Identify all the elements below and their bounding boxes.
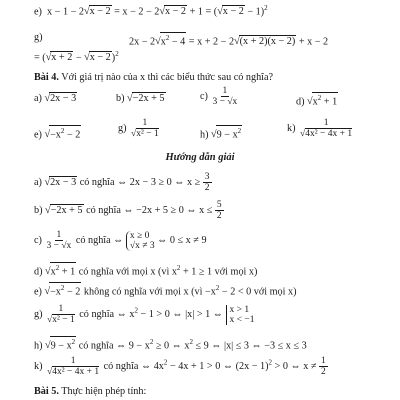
bai5-heading: Bài 5. <box>34 386 59 397</box>
guide-d: d) $√x^2 + 1$ có nghĩa với mọi x (vì $x^2 + 1 \ge 1$ với mọi x) <box>34 264 258 278</box>
bai4-text: Với giá trị nào của x thì các biểu thức sau có nghĩa? <box>61 72 274 83</box>
item-b-label: b) <box>116 93 125 104</box>
item-e-label: e) <box>34 129 42 141</box>
item-a: a) √2x − 3 <box>34 93 77 104</box>
bai4-heading: Bài 4. <box>34 72 59 83</box>
item-a-label: a) <box>34 93 42 104</box>
item-g: g) $\frac{1}{\text{√x² − 1}}$ <box>118 118 159 139</box>
item-g-label: g) <box>118 122 127 134</box>
guide-k: k) $\frac{1}{\text{√4x² − 4x + 1}}$ có nghĩa ⇔ $4x^2 - 4x + 1 > 0$ ⇔ $(2x - 1)^2 > 0$ ⇔ x ≠ $\frac{1}{2}$ <box>34 356 326 377</box>
item-d-label: d) <box>296 96 305 108</box>
bai4-question <box>34 72 273 84</box>
guide-g: g) $\frac{1}{\text{√x² − 1}}$ có nghĩa ⇔ $x^2 - 1 > 0$ ⇔ |x| > 1 ⇔ x > 1 x < −1 <box>34 304 255 325</box>
bai5 <box>34 386 146 398</box>
guide-c: c) $\frac{1}{3 - √x}$ có nghĩa ⇔ x ≥ 0 √x ≠ 3 ⇔ 0 ≤ x ≠ 9 <box>34 230 207 251</box>
item-k: k) $\frac{1}{\text{√4x² − 4x + 1}}$ <box>287 118 353 139</box>
bai5-text: Thực hiện phép tính: <box>61 386 147 397</box>
line-e: e) $x - 1 - 2√x - 2 = x - 2 - 2√x - 2 + 1 = (√x - 2 - 1)^2$ <box>34 4 268 18</box>
item-d: d) $√x^2 + 1$ <box>296 94 338 108</box>
guide-e: e) $√-x^2 - 2$ không có nghĩa với mọi x (vì $-x^2 - 2 < 0$ với mọi x) <box>34 284 297 298</box>
guide-a: a) √2x − 3 có nghĩa ⇔ 2x − 3 ≥ 0 ⇔ x ≥ $\frac{3}{2}$ <box>34 172 210 193</box>
item-h: h) $√9 - x^2$ <box>200 127 242 141</box>
item-h-label: h) <box>200 129 209 141</box>
item-e: e) $√-x^2 - 2$ <box>34 127 81 141</box>
line-g: g) $2x - 2√x^2 - 4 = x + 2 - 2√(x + 2)(x - 2) + x - 2$ <box>34 32 329 48</box>
item-c-label: c) <box>200 90 208 102</box>
guide-b: b) √−2x + 5 có nghĩa ⇔ −2x + 5 ≥ 0 ⇔ x ≤ $\frac{5}{2}$ <box>34 200 222 221</box>
item-c: c) $\frac{1}{3 - √x}$ <box>200 86 238 107</box>
guide-h: h) $√9 - x^2$ có nghĩa ⇔ $9 - x^2 \ge 0$ ⇔ $x^2 \le 9$ ⇔ |x| ≤ 3 ⇔ −3 ≤ x ≤ 3 <box>34 338 307 352</box>
guide-title: Hướng dẫn giải <box>165 152 235 163</box>
line-g-label: g) <box>34 32 43 43</box>
line-g2: = $(√x + 2 - √x - 2)^2$ <box>34 50 119 64</box>
item-b: b) √−2x + 5 <box>116 93 165 104</box>
item-k-label: k) <box>287 122 296 134</box>
